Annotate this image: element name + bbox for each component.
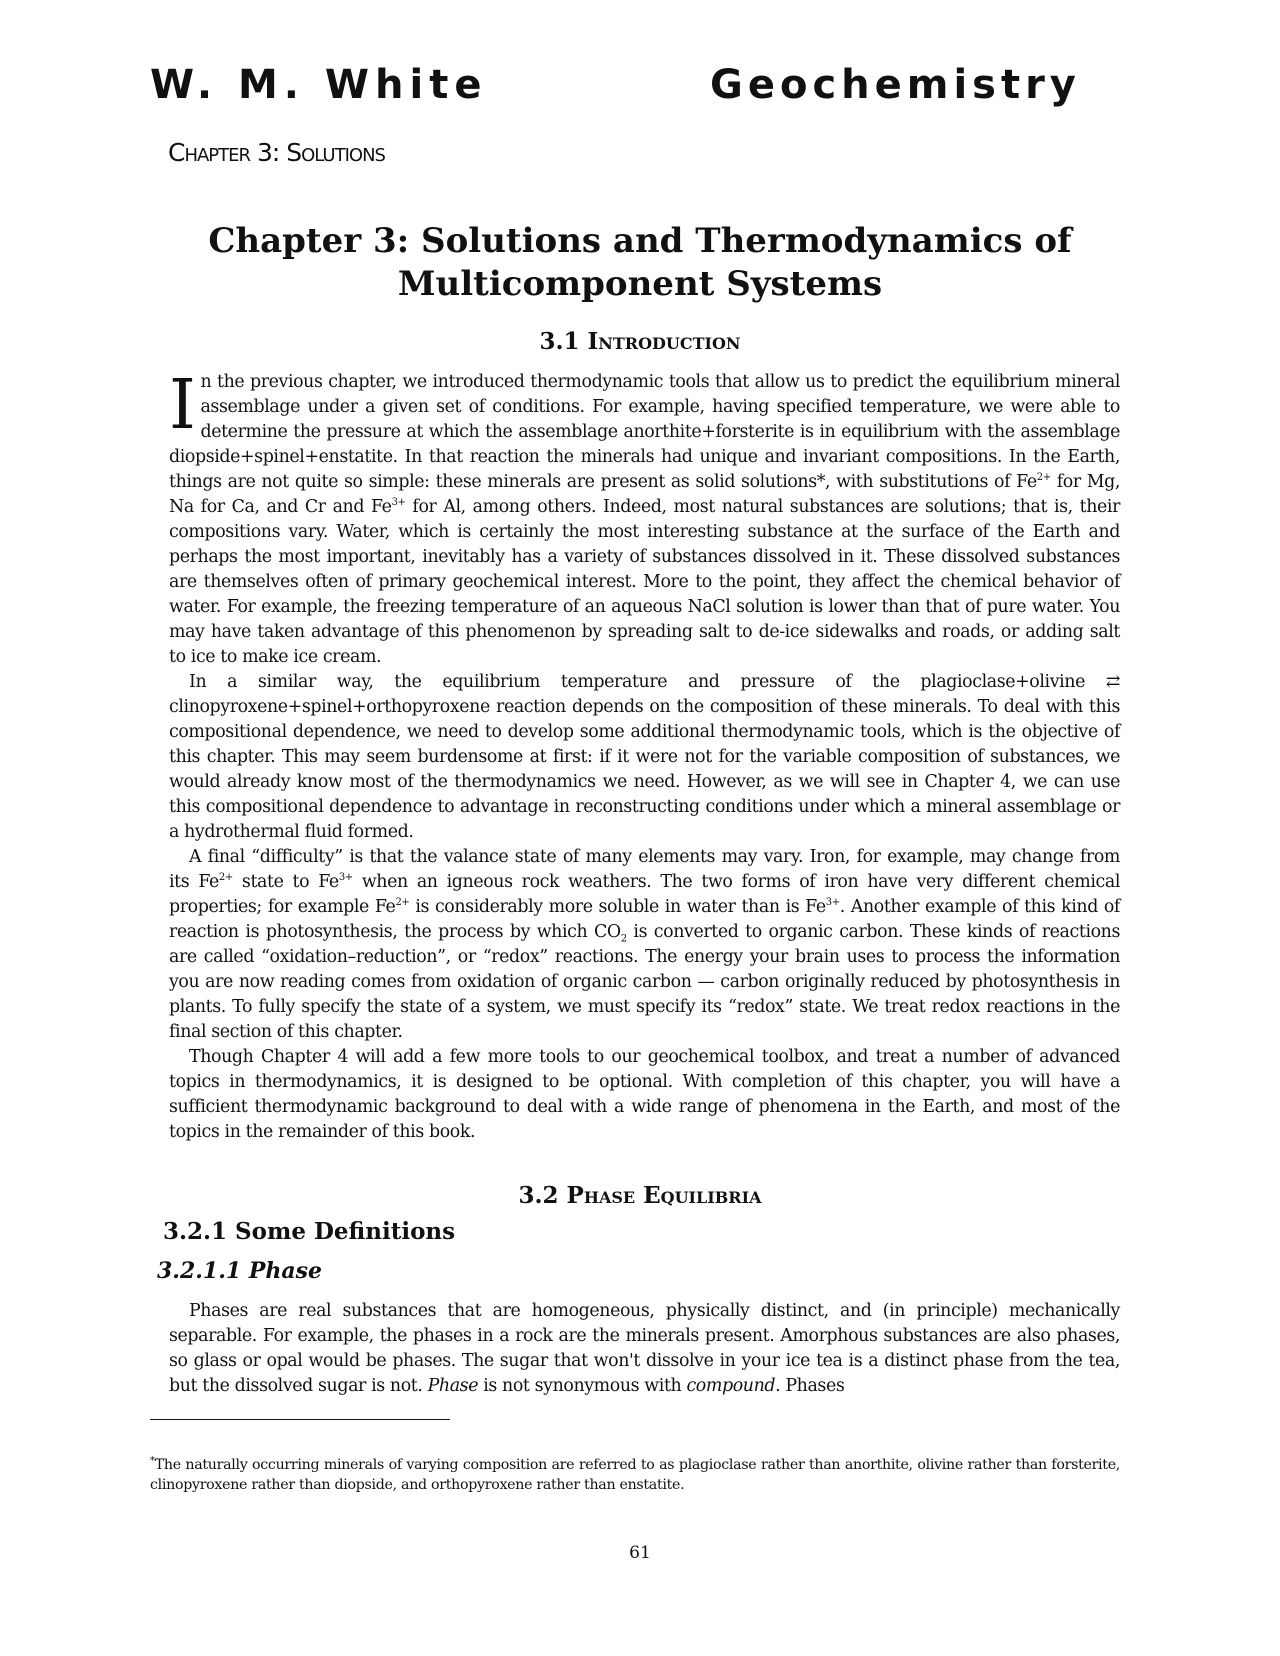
paragraph-1-text-a: n the previous chapter, we introduced thermodynamic tools that allow us to predict the equilibrium mineral assemblage under a given set of conditions. For example, having specified temperature, we were able to determine the pressure at which the assemblage anorthite+forsterite is in equilibrium with the assemblage diopside+spinel+enstatite. In that reaction the minerals had unique and invariant compositions. In the Earth, things are not quite so simple: these minerals are present as solid solutions*, with substitutions of Fe bbox=[169, 372, 1120, 492]
superscript-charge: 3+ bbox=[825, 897, 840, 909]
running-header-book-title: Geochemistry bbox=[710, 62, 1081, 108]
running-header-author: W. M. White bbox=[150, 62, 488, 108]
paragraph-1 bbox=[169, 366, 1120, 670]
paragraph-3-text-e: . Another example of this kind of reaction is photosynthesis, the process by which CO bbox=[169, 897, 1120, 942]
superscript-charge: 3+ bbox=[338, 872, 353, 884]
paragraph-5-text-b: is not synonymous with bbox=[478, 1376, 687, 1396]
running-header-chapter: Chapter 3: Solutions bbox=[168, 138, 385, 167]
footnote bbox=[150, 1455, 1120, 1495]
subscript-number: 2 bbox=[620, 933, 627, 945]
footnote-marker: * bbox=[150, 1455, 155, 1467]
footnote-divider bbox=[150, 1419, 450, 1420]
paragraph-3-text-c: when an igneous rock weathers. The two forms of iron have very different chemical properties; for example Fe bbox=[169, 872, 1120, 917]
emphasis-compound: compound bbox=[686, 1376, 776, 1396]
paragraph-5 bbox=[169, 1299, 1120, 1399]
paragraph-2: In a similar way, the equilibrium temperature and pressure of the plagioclase+olivine ⇄ clinopyroxene+spinel+orthopyroxene reaction depends on the composition of these minerals. To deal with this compositional dependence, we need to develop some additional thermodynamic tools, which is the objective of this chapter. This may seem burdensome at first: if it were not for the variable composition of substances, we would already know most of the thermodynamics we need. However, as we will see in Chapter 4, we can use this compositional dependence to advantage in reconstructing conditions under which a mineral assemblage or a hydrothermal fluid formed. bbox=[169, 672, 1120, 842]
superscript-charge: 2+ bbox=[395, 897, 410, 909]
footnote-text: The naturally occurring minerals of varying composition are referred to as plagioclase rather than anorthite, olivine rather than forsterite, clinopyroxene rather than diopside, and orthopyroxene rather than enstatite. bbox=[150, 1457, 1120, 1493]
section-heading-phase-equilibria: 3.2 Phase Equilibria bbox=[518, 1182, 762, 1209]
emphasis-phase: Phase bbox=[427, 1376, 479, 1396]
paragraph-1-text-b: for Mg, Na for Ca, and Cr and Fe bbox=[169, 472, 1120, 517]
chapter-title: Chapter 3: Solutions and Thermodynamics of Multicomponent Systems bbox=[208, 221, 1072, 304]
paragraph-3-text-b: state to Fe bbox=[232, 872, 339, 892]
section-heading-introduction: 3.1 Introduction bbox=[539, 328, 741, 355]
superscript-charge: 3+ bbox=[391, 497, 406, 509]
paragraph-4: Though Chapter 4 will add a few more tools to our geochemical toolbox, and treat a number of advanced topics in thermodynamics, it is designed to be optional. With completion of this chapter, you will have a sufficient thermodynamic background to deal with a wide range of phenomena in the Earth, and most of the topics in the remainder of this book. bbox=[169, 1047, 1120, 1142]
phase-body bbox=[169, 1299, 1120, 1399]
paragraph-3-text-f: is converted to organic carbon. These kinds of reactions are called “oxidation–reduction”, or “redox” reactions. The energy your brain uses to process the information you are now reading comes from oxidation of organic carbon — carbon originally reduced by photosynthesis in plants. To fully specify the state of a system, we must specify its “redox” state. We treat redox reactions in the final section of this chapter. bbox=[169, 922, 1120, 1042]
paragraph-5-text-c: . Phases bbox=[775, 1376, 845, 1396]
introduction-body bbox=[169, 366, 1120, 1145]
subsection-heading-definitions: 3.2.1 Some Definitions bbox=[163, 1218, 456, 1245]
paragraph-3 bbox=[169, 845, 1120, 1045]
page-number: 61 bbox=[629, 1543, 651, 1563]
paragraph-5-text-a: Phases are real substances that are homogeneous, physically distinct, and (in principle) mechanically separable. For example, the phases in a rock are the minerals present. Amorphous substances are also phases, so glass or opal would be phases. The sugar that won't dissolve in your ice tea is a distinct phase from the tea, but the dissolved sugar is not. bbox=[169, 1301, 1120, 1396]
paragraph-1-text-c: for Al, among others. Indeed, most natural substances are solutions; that is, their compositions vary. Water, which is certainly the most interesting substance at the surface of the Earth and perhaps the most important, inevitably has a variety of substances dissolved in it. These dissolved substances are themselves often of primary geochemical interest. More to the point, they affect the chemical behavior of water. For example, the freezing temperature of an aqueous NaCl solution is lower than that of pure water. You may have taken advantage of this phenomenon by spreading salt to de-ice sidewalks and roads, or adding salt to ice to make ice cream. bbox=[169, 497, 1120, 667]
drop-cap: I bbox=[169, 366, 196, 445]
superscript-charge: 2+ bbox=[218, 872, 233, 884]
paragraph-3-text-d: is considerably more soluble in water than is Fe bbox=[409, 897, 826, 917]
superscript-charge: 2+ bbox=[1036, 472, 1051, 484]
subsubsection-heading-phase: 3.2.1.1 Phase bbox=[157, 1258, 323, 1284]
paragraph-3-text-a: A final “difficulty” is that the valance state of many elements may vary. Iron, for example, may change from its Fe bbox=[169, 847, 1120, 892]
